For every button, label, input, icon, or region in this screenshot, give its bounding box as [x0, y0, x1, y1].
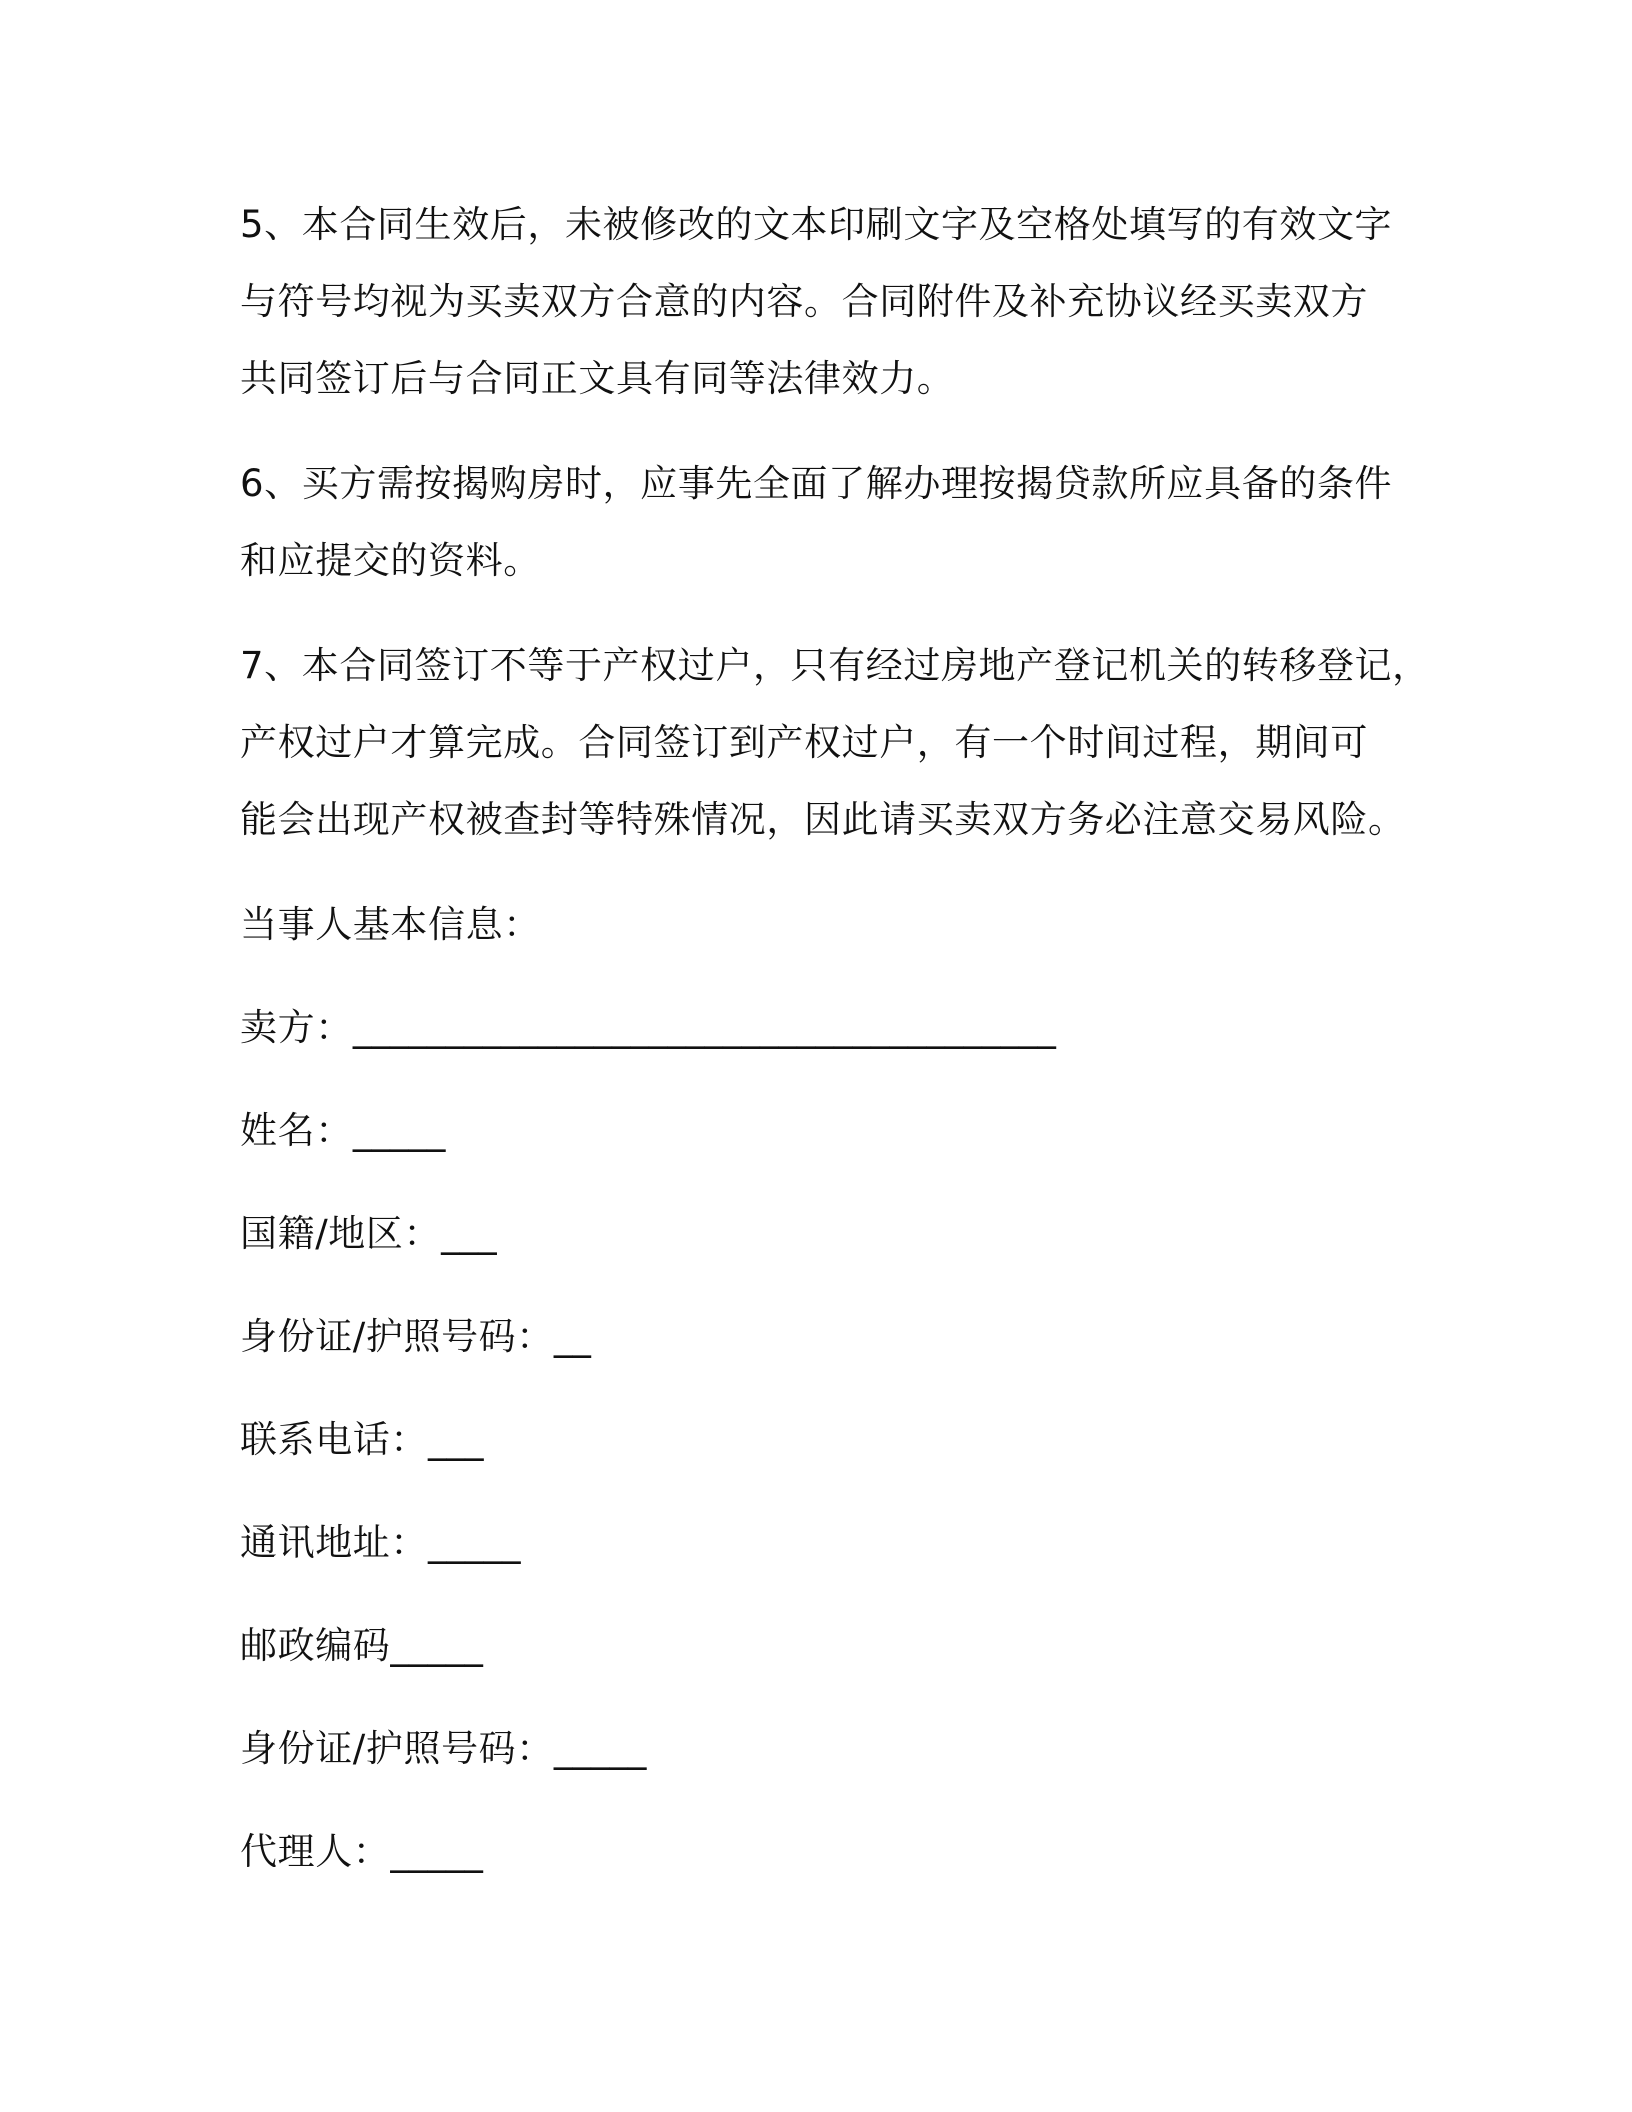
- field-blank: ______________________________________: [352, 1006, 1056, 1049]
- field-nationality: [240, 1195, 1420, 1272]
- field-blank: ___: [441, 1212, 497, 1255]
- clause-6-line-1: 6、买方需按揭购房时，应事先全面了解办理按揭贷款所应具备的条件: [240, 462, 1393, 505]
- field-id-number: [240, 1298, 1420, 1375]
- field-label: 国籍/地区：: [240, 1212, 442, 1255]
- field-address: [240, 1504, 1420, 1581]
- field-blank: _____: [553, 1727, 647, 1770]
- clause-6: [240, 445, 1420, 599]
- clause-7-line-3: 能会出现产权被查封等特殊情况，因此请买卖双方务必注意交易风险。: [240, 798, 1406, 841]
- field-label: 联系电话：: [240, 1418, 428, 1461]
- document-body: [240, 186, 1430, 1890]
- field-label: 姓名：: [240, 1109, 353, 1152]
- clause-7-line-2: 产权过户才算完成。合同签订到产权过户，有一个时间过程，期间可: [240, 721, 1368, 764]
- clause-5-line-1: 5、本合同生效后，未被修改的文本印刷文字及空格处填写的有效文字: [240, 203, 1393, 246]
- field-agent: [240, 1813, 1420, 1890]
- field-blank: __: [553, 1315, 591, 1358]
- field-id-number-2: [240, 1710, 1420, 1787]
- field-name: [240, 1092, 1420, 1169]
- clause-7: [240, 627, 1430, 858]
- field-blank: _____: [390, 1830, 483, 1873]
- field-phone: [240, 1401, 1420, 1478]
- party-info-heading: 当事人基本信息：: [240, 903, 541, 946]
- field-label: 通讯地址：: [240, 1521, 428, 1564]
- clause-7-line-1: 7、本合同签订不等于产权过户，只有经过房地产登记机关的转移登记，: [240, 644, 1430, 687]
- field-blank: _____: [428, 1521, 521, 1564]
- field-blank: ___: [428, 1418, 484, 1461]
- field-label: 邮政编码: [240, 1624, 391, 1667]
- clause-5: [240, 186, 1420, 417]
- clause-5-line-2: 与符号均视为买卖双方合意的内容。合同附件及补充协议经买卖双方: [240, 280, 1368, 323]
- clause-5-line-3: 共同签订后与合同正文具有同等法律效力。: [240, 357, 955, 400]
- field-postal-code: [240, 1607, 1420, 1684]
- field-seller: [240, 989, 1420, 1066]
- field-label: 代理人：: [240, 1830, 391, 1873]
- field-label: 身份证/护照号码：: [240, 1315, 554, 1358]
- clause-6-line-2: 和应提交的资料。: [240, 539, 541, 582]
- field-label: 卖方：: [240, 1006, 353, 1049]
- field-blank: _____: [352, 1109, 446, 1152]
- field-label: 身份证/护照号码：: [240, 1727, 554, 1770]
- field-blank: _____: [390, 1624, 483, 1667]
